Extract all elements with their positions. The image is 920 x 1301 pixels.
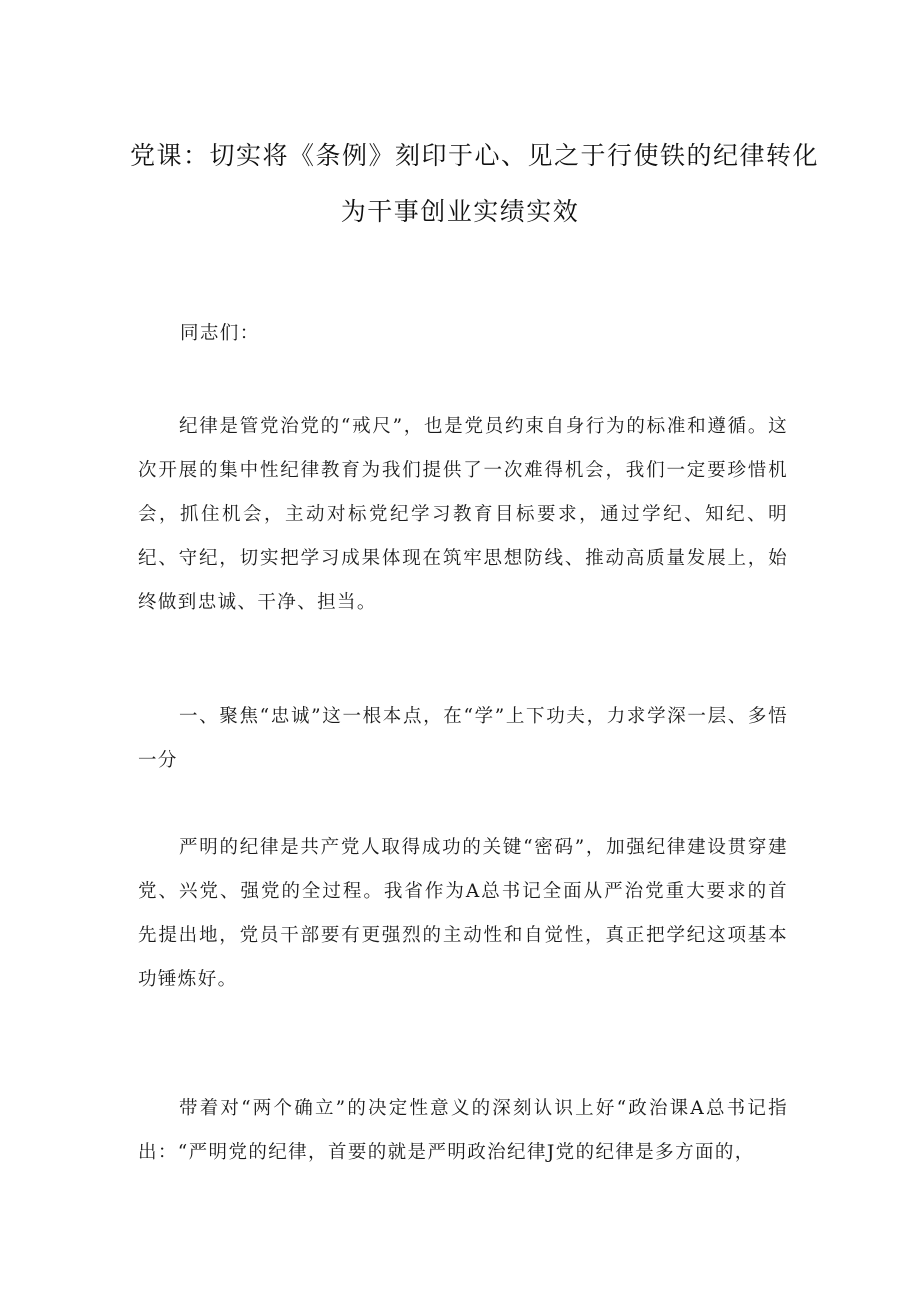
section-heading-1: 一、聚焦“忠诚”这一根本点，在“学”上下功夫，力求学深一层、多悟一分 <box>138 706 788 771</box>
document-title-line-1: 党课：切实将《条例》刻印于心、见之于行使铁的纪律转化 <box>130 141 820 170</box>
paragraph-discipline: 严明的纪律是共产党人取得成功的关键“密码”，加强纪律建设贯穿建党、兴党、强党的全过程。我省作为A总书记全面从严治党重大要求的首先提出地，党员干部要有更强烈的主动性和自觉性，真正把学纪这项基本功锤炼好。 <box>138 837 788 990</box>
paragraph-intro: 纪律是管党治党的“戒尺”，也是党员约束自身行为的标准和遵循。这次开展的集中性纪律教育为我们提供了一次难得机会，我们一定要珍惜机会，抓住机会，主动对标党纪学习教育目标要求，通过学纪、知纪、明纪、守纪，切实把学习成果体现在筑牢思想防线、推动高质量发展上，始终做到忠诚、干净、担当。 <box>138 416 788 613</box>
greeting: 同志们： <box>180 323 260 344</box>
paragraph-political-lesson: 带着对“两个确立”的决定性意义的深刻认识上好“政治课A总书记指出：“严明党的纪律，首要的就是严明政治纪律J党的纪律是多方面的， <box>138 1098 788 1163</box>
document-title-line-2: 为干事创业实绩实效 <box>340 197 580 226</box>
